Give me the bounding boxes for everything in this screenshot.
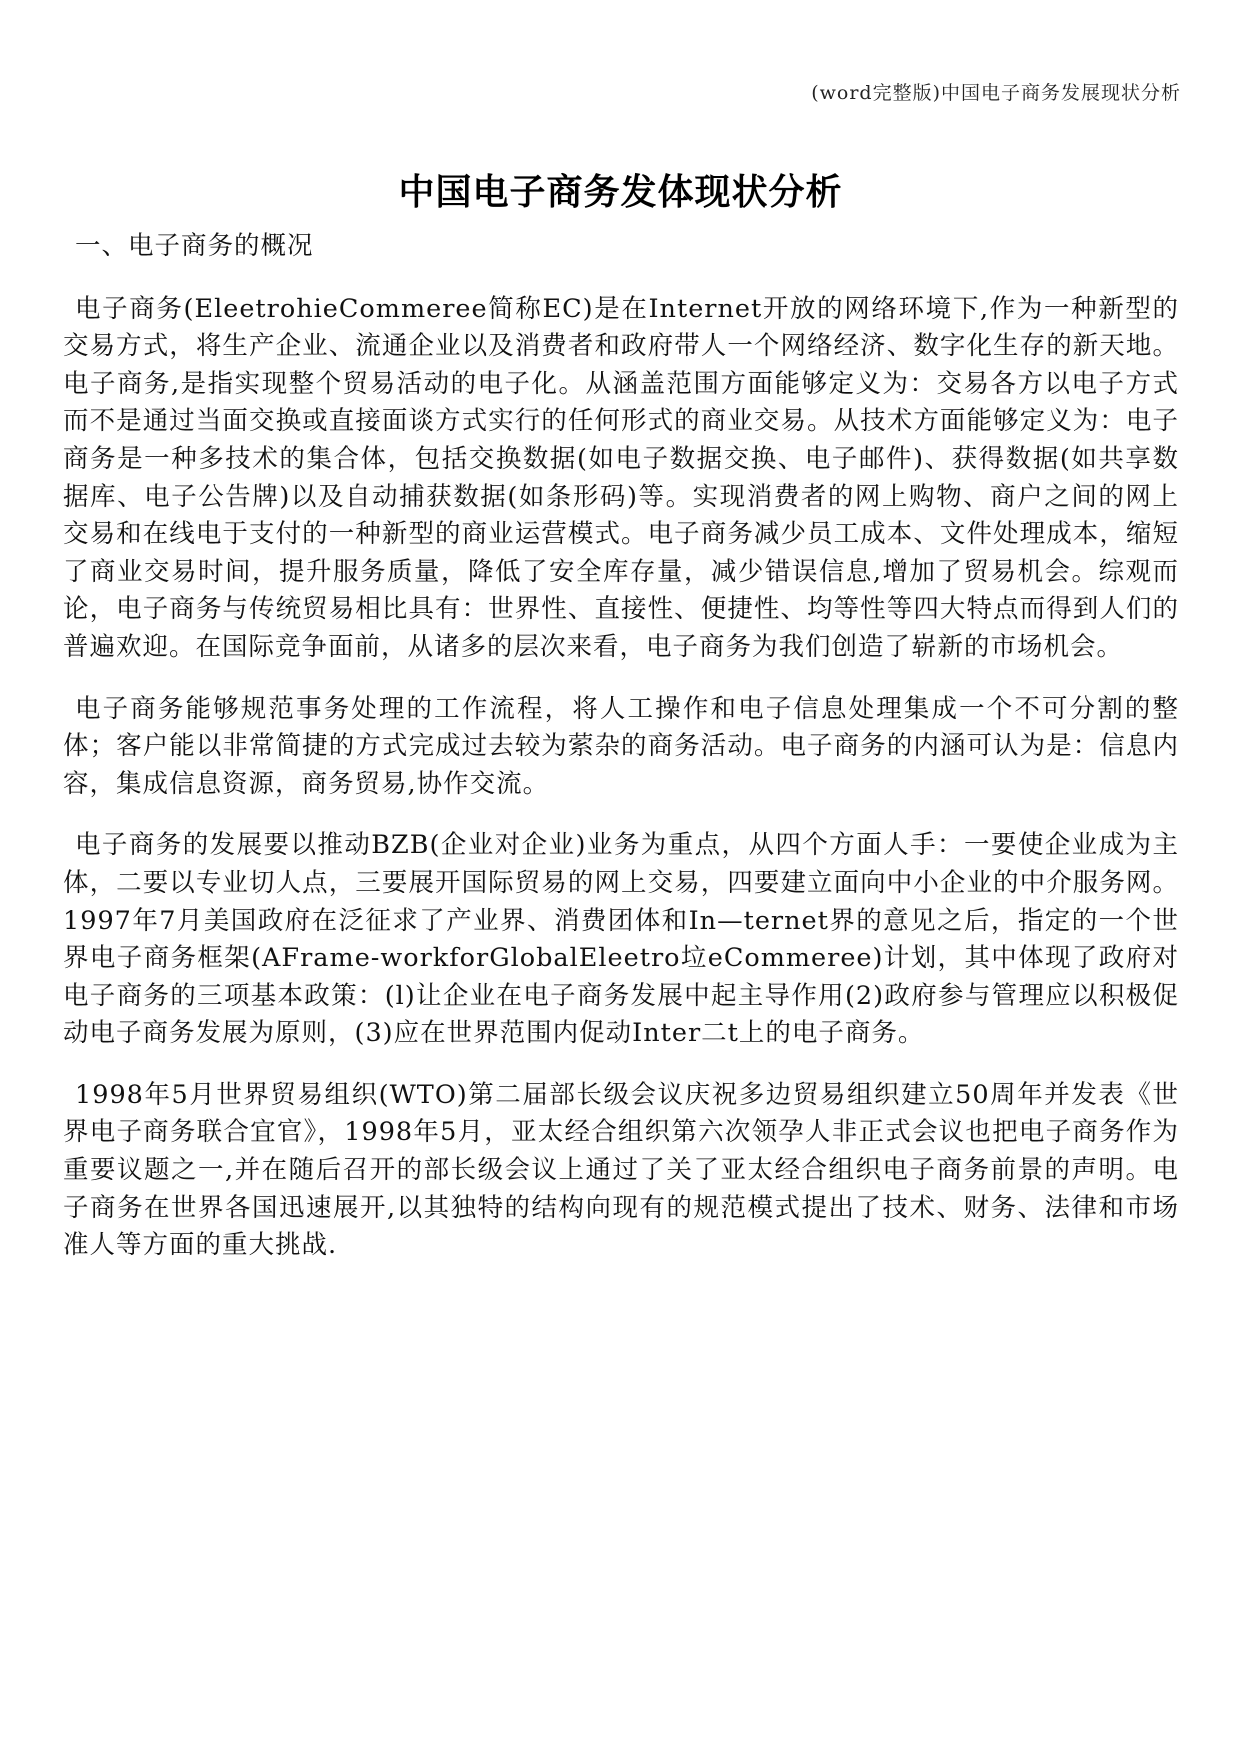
running-header: (word完整版)中国电子商务发展现状分析 bbox=[811, 82, 1181, 104]
document-title: 中国电子商务发体现状分析 bbox=[398, 172, 843, 214]
document-body bbox=[63, 228, 1179, 1289]
paragraph-wto-apec: 1998年5月世界贸易组织(WTO)第二届部长级会议庆祝多边贸易组织建立50周年并发表《世界电子商务联合宜官》，1998年5月，亚太经合组织第六次领孕人非正式会议也把电子商务作为重要议题之一,并在随后召开的部长级会议上通过了关了亚太经合组织电子商务前景的声明。电子商务在世界各国迅速展开,以其独特的结构向现有的规范模式提出了技术、财务、法律和市场准人等方面的重大挑战. bbox=[63, 1079, 1179, 1261]
paragraph-definition: 电子商务(EleetrohieCommeree简称EC)是在Internet开放的网络环境下,作为一种新型的交易方式，将生产企业、流通企业以及消费者和政府带人一个网络经济、数字化生存的新天地。电子商务,是指实现整个贸易活动的电子化。从涵盖范围方面能够定义为：交易各方以电子方式而不是通过当面交换或直接面谈方式实行的任何形式的商业交易。从技术方面能够定义为：电子商务是一种多技术的集合体，包括交换数据(如电子数据交换、电子邮件)、获得数据(如共享数据库、电子公告牌)以及自动捕获数据(如条形码)等。实现消费者的网上购物、商户之间的网上交易和在线电于支付的一种新型的商业运营模式。电子商务减少员工成本、文件处理成本，缩短了商业交易时间，提升服务质量，降低了安全库存量，减少错误信息,增加了贸易机会。综观而论，电子商务与传统贸易相比具有：世界性、直接性、便捷性、均等性等四大特点而得到人们的普遍欢迎。在国际竞争面前，从诸多的层次来看，电子商务为我们创造了崭新的市场机会。 bbox=[63, 293, 1179, 662]
paragraph-workflow: 电子商务能够规范事务处理的工作流程，将人工操作和电子信息处理集成一个不可分割的整体；客户能以非常简捷的方式完成过去较为萦杂的商务活动。电子商务的内涵可认为是：信息内容，集成信息资源，商务贸易,协作交流。 bbox=[63, 693, 1179, 799]
paragraph-b2b-policy: 电子商务的发展要以推动BZB(企业对企业)业务为重点，从四个方面人手：一要使企业成为主体，二要以专业切人点，三要展开国际贸易的网上交易，四要建立面向中小企业的中介服务网。1997年7月美国政府在泛征求了产业界、消费团体和In—ternet界的意见之后，指定的一个世界电子商务框架(AFrame-workforGlobalEleetro垃eCommeree)计划，其中体现了政府对电子商务的三项基本政策：(l)让企业在电子商务发展中起主导作用(2)政府参与管理应以积极促动电子商务发展为原则，(3)应在世界范围内促动Inter二t上的电子商务。 bbox=[63, 830, 1179, 1049]
section-heading: 一、电子商务的概况 bbox=[75, 231, 314, 261]
